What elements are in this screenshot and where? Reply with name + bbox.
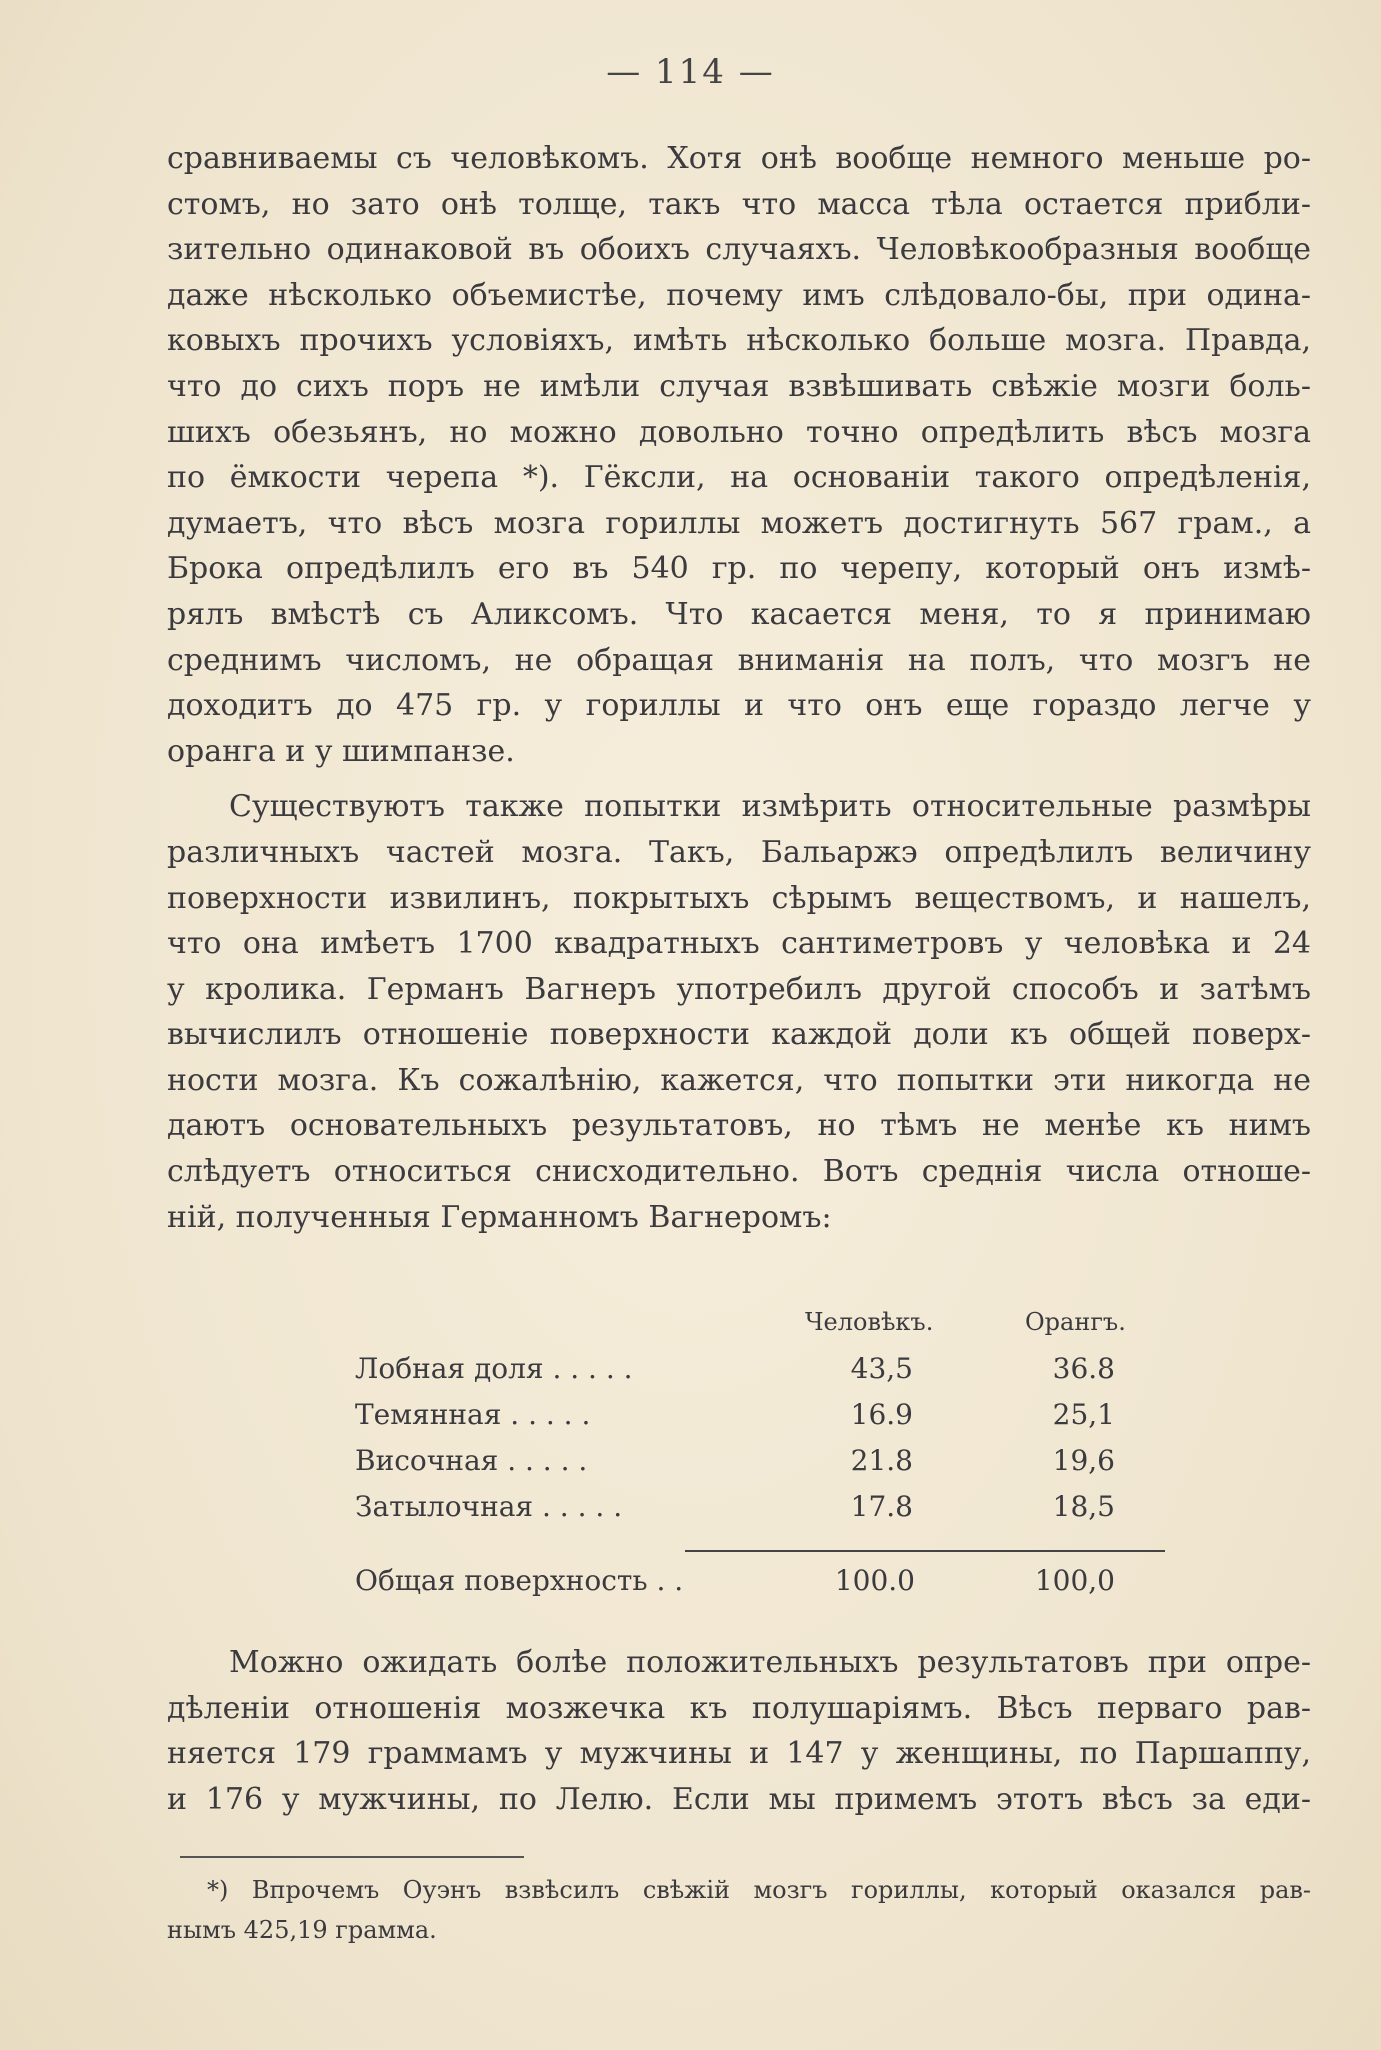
- text-line: и 176 у мужчины, по Лелю. Если мы примемъ этотъ вѣсъ за еди-: [167, 1781, 1311, 1817]
- text-line: что до сихъ поръ не имѣли случая взвѣшивать свѣжіе мозги боль-: [167, 368, 1311, 404]
- text-line: доходитъ до 475 гр. у гориллы и что онъ еще гораздо легче у: [167, 688, 1311, 724]
- paragraph-1: [167, 136, 1311, 774]
- paragraph-3: [167, 1640, 1311, 1822]
- human-value: 43,5: [850, 1352, 913, 1385]
- orang-value: 100,0: [1034, 1564, 1115, 1597]
- row-label: Темянная . . . . .: [355, 1398, 591, 1431]
- table-total-row: [355, 1564, 1145, 1610]
- row-label: Височная . . . . .: [355, 1444, 588, 1477]
- text-line: оранга и у шимпанзе.: [167, 733, 515, 769]
- text-line: дѣленіи отношенія мозжечка къ полушаріямъ. Вѣсъ перваго рав-: [167, 1690, 1311, 1726]
- footnote-rule: [180, 1856, 524, 1858]
- orang-value: 36.8: [1052, 1352, 1115, 1385]
- table-row: [355, 1352, 1145, 1398]
- column-header-human: Человѣкъ.: [805, 1308, 934, 1336]
- table-row: [355, 1490, 1145, 1536]
- paragraph-2: [167, 784, 1311, 830]
- brain-lobes-table: [355, 1308, 1145, 1597]
- table-header: [355, 1308, 1145, 1352]
- text-line: даже нѣсколько объемистѣе, почему имъ слѣдовало-бы, при одина-: [167, 277, 1311, 313]
- orang-value: 19,6: [1052, 1444, 1115, 1477]
- row-label: Лобная доля . . . . .: [355, 1352, 633, 1385]
- text-line: няется 179 граммамъ у мужчины и 147 у женщины, по Паршаппу,: [167, 1736, 1311, 1772]
- page-number: — 114 —: [606, 52, 775, 92]
- human-value: 17.8: [850, 1490, 913, 1523]
- text-line: сравниваемы съ человѣкомъ. Хотя онѣ вообще немного меньше ро-: [167, 141, 1311, 176]
- footnote: [167, 1870, 1311, 1950]
- text-line: Можно ожидать болѣе положительныхъ результатовъ при опре-: [229, 1645, 1311, 1680]
- footnote-line: *) Впрочемъ Оуэнъ взвѣсилъ свѣжій мозгъ гориллы, который оказался рав-: [207, 1876, 1311, 1904]
- text-line: шихъ обезьянъ, но можно довольно точно опредѣлить вѣсъ мозга: [167, 414, 1311, 450]
- text-line: слѣдуетъ относиться снисходительно. Вотъ среднія числа отноше-: [167, 1154, 1311, 1190]
- text-line: что она имѣетъ 1700 квадратныхъ сантиметровъ у человѣка и 24: [167, 926, 1311, 962]
- text-line: ности мозга. Къ сожалѣнію, кажется, что попытки эти никогда не: [167, 1062, 1311, 1098]
- text-line: стомъ, но зато онѣ толще, такъ что масса тѣла остается прибли-: [167, 186, 1311, 222]
- text-line: рялъ вмѣстѣ съ Аликсомъ. Что касается меня, то я принимаю: [167, 596, 1311, 632]
- table-total-rule: [685, 1550, 1165, 1552]
- table-row: [355, 1398, 1145, 1444]
- footnote-line: нымъ 425,19 грамма.: [167, 1916, 437, 1944]
- orang-value: 18,5: [1052, 1490, 1115, 1523]
- text-line: Брока опредѣлилъ его въ 540 гр. по черепу, который онъ измѣ-: [167, 551, 1311, 587]
- text-line: среднимъ числомъ, не обращая вниманія на полъ, что мозгъ не: [167, 642, 1311, 678]
- table-row: [355, 1444, 1145, 1490]
- text-line: вычислилъ отношеніе поверхности каждой доли къ общей поверх-: [167, 1017, 1311, 1053]
- text-line: ній, полученныя Германномъ Вагнеромъ:: [167, 1199, 832, 1235]
- text-line: поверхности извилинъ, покрытыхъ сѣрымъ веществомъ, и нашелъ,: [167, 880, 1311, 916]
- human-value: 21.8: [850, 1444, 913, 1477]
- main-text: [167, 136, 1311, 1240]
- text-line: думаетъ, что вѣсъ мозга гориллы можетъ достигнуть 567 грам., а: [167, 505, 1311, 541]
- text-line: у кролика. Германъ Вагнеръ употребилъ другой способъ и затѣмъ: [167, 971, 1311, 1007]
- paragraph-2-cont: [167, 830, 1311, 1240]
- text-line: зительно одинаковой въ обоихъ случаяхъ. Человѣкообразныя вообще: [167, 232, 1311, 268]
- text-line: различныхъ частей мозга. Такъ, Бальаржэ опредѣлилъ величину: [167, 834, 1311, 870]
- text-line: даютъ основательныхъ результатовъ, но тѣмъ не менѣе къ нимъ: [167, 1108, 1311, 1144]
- text-line: по ёмкости черепа *). Гёксли, на основаніи такого опредѣленія,: [167, 460, 1311, 496]
- human-value: 16.9: [850, 1398, 913, 1431]
- row-label: Общая поверхность . .: [355, 1564, 684, 1597]
- orang-value: 25,1: [1052, 1398, 1115, 1431]
- human-value: 100.0: [834, 1564, 915, 1597]
- text-line: ковыхъ прочихъ условіяхъ, имѣть нѣсколько больше мозга. Правда,: [167, 323, 1311, 359]
- row-label: Затылочная . . . . .: [355, 1490, 623, 1523]
- text-line: Существуютъ также попытки измѣрить относительные размѣры: [229, 789, 1311, 825]
- column-header-orang: Орангъ.: [1025, 1308, 1126, 1336]
